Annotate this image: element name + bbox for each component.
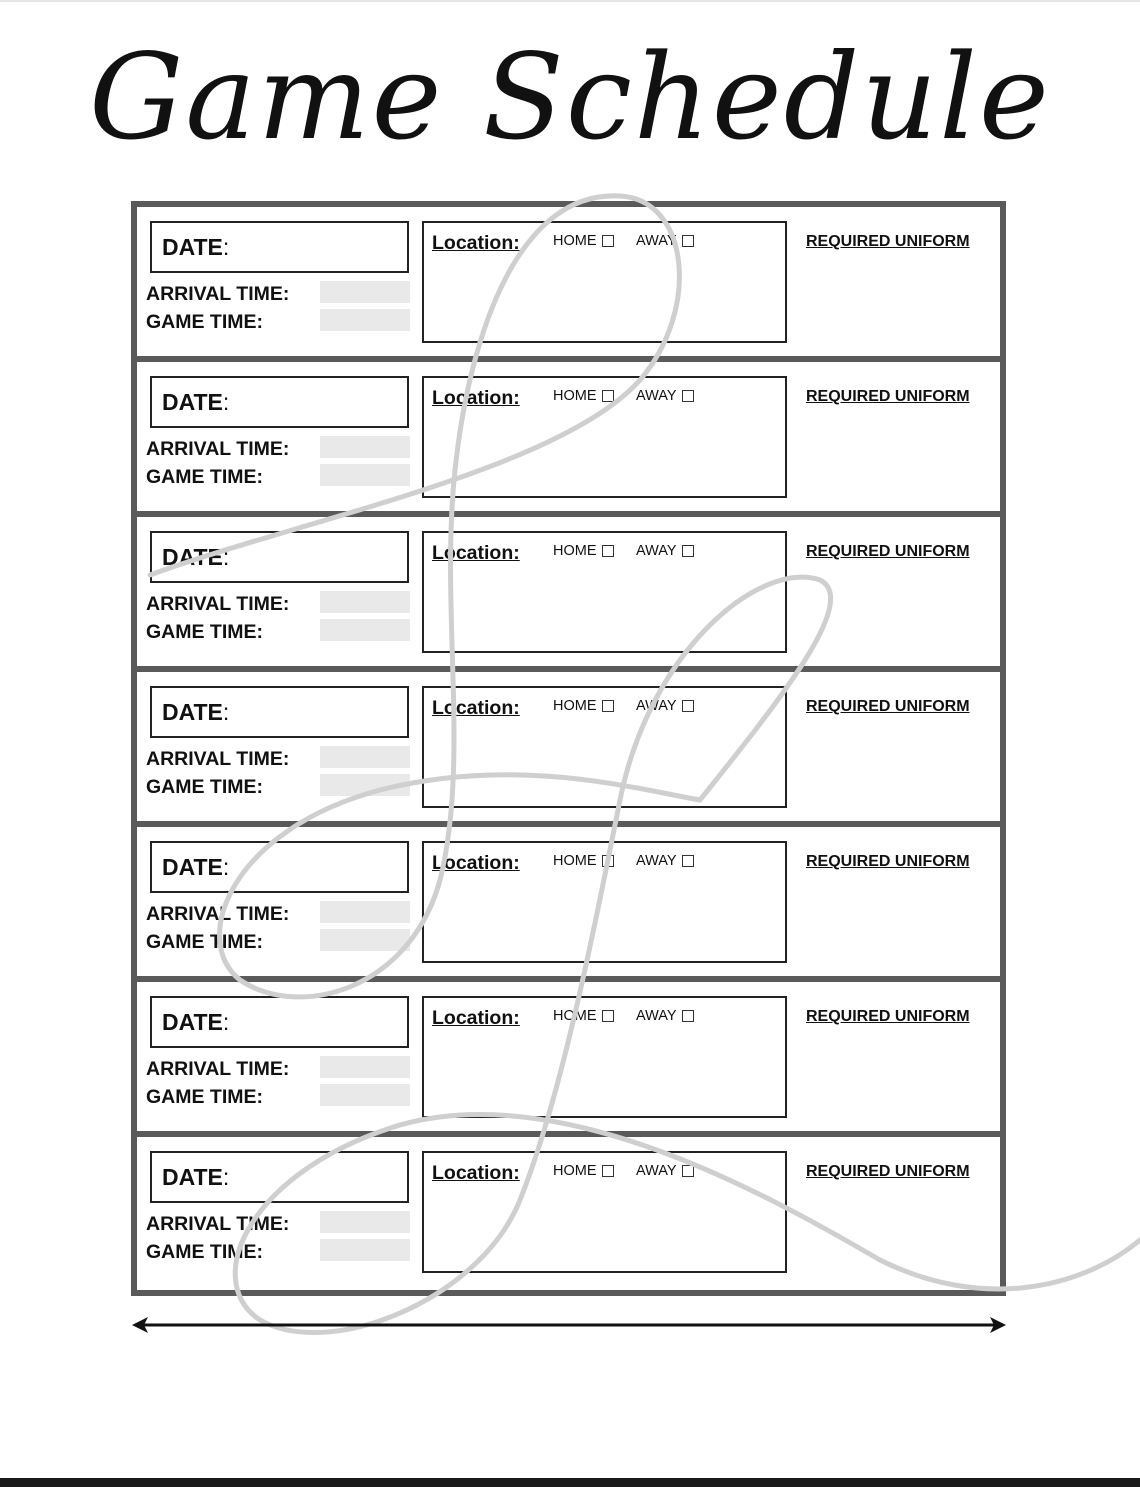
arrival-time-field[interactable] <box>320 281 410 303</box>
arrival-time-field[interactable] <box>320 746 410 768</box>
date-field[interactable] <box>150 1151 409 1203</box>
home-option[interactable] <box>553 1163 614 1179</box>
required-uniform-label: REQUIRED UNIFORM <box>806 1008 970 1025</box>
home-checkbox[interactable] <box>602 700 614 712</box>
away-option[interactable] <box>636 853 694 869</box>
away-checkbox[interactable] <box>682 545 694 557</box>
date-field[interactable] <box>150 531 409 583</box>
arrival-time-label: ARRIVAL TIME: <box>146 1058 290 1080</box>
game-row <box>137 362 1000 511</box>
home-option[interactable] <box>553 1008 614 1024</box>
home-option[interactable] <box>553 233 614 249</box>
arrival-time-field[interactable] <box>320 1056 410 1078</box>
home-checkbox[interactable] <box>602 390 614 402</box>
home-label: HOME <box>553 233 597 249</box>
away-label: AWAY <box>636 543 677 559</box>
game-time-field[interactable] <box>320 619 410 641</box>
date-field[interactable] <box>150 376 409 428</box>
game-row <box>137 1137 1000 1286</box>
top-border-line <box>0 0 1140 2</box>
location-label: Location: <box>432 542 520 564</box>
home-checkbox[interactable] <box>602 235 614 247</box>
home-label: HOME <box>553 1008 597 1024</box>
required-uniform-label: REQUIRED UNIFORM <box>806 853 970 870</box>
away-checkbox[interactable] <box>682 855 694 867</box>
away-label: AWAY <box>636 233 677 249</box>
away-label: AWAY <box>636 698 677 714</box>
home-option[interactable] <box>553 698 614 714</box>
away-label: AWAY <box>636 1163 677 1179</box>
location-label: Location: <box>432 387 520 409</box>
home-option[interactable] <box>553 388 614 404</box>
location-field[interactable] <box>422 996 787 1118</box>
home-label: HOME <box>553 543 597 559</box>
game-time-label: GAME TIME: <box>146 621 263 643</box>
game-row <box>137 672 1000 821</box>
game-time-label: GAME TIME: <box>146 1241 263 1263</box>
arrival-time-field[interactable] <box>320 591 410 613</box>
game-time-label: GAME TIME: <box>146 931 263 953</box>
required-uniform-label: REQUIRED UNIFORM <box>806 543 970 560</box>
away-checkbox[interactable] <box>682 390 694 402</box>
location-field[interactable] <box>422 841 787 963</box>
arrival-time-label: ARRIVAL TIME: <box>146 748 290 770</box>
game-time-label: GAME TIME: <box>146 311 263 333</box>
away-checkbox[interactable] <box>682 1165 694 1177</box>
width-arrow <box>130 1314 1008 1336</box>
arrival-time-label: ARRIVAL TIME: <box>146 593 290 615</box>
required-uniform-label: REQUIRED UNIFORM <box>806 698 970 715</box>
game-row <box>137 982 1000 1131</box>
game-time-label: GAME TIME: <box>146 1086 263 1108</box>
location-label: Location: <box>432 1162 520 1184</box>
date-field[interactable] <box>150 686 409 738</box>
date-field[interactable] <box>150 841 409 893</box>
home-label: HOME <box>553 853 597 869</box>
away-checkbox[interactable] <box>682 700 694 712</box>
home-checkbox[interactable] <box>602 545 614 557</box>
arrival-time-field[interactable] <box>320 901 410 923</box>
away-checkbox[interactable] <box>682 235 694 247</box>
arrival-time-label: ARRIVAL TIME: <box>146 903 290 925</box>
away-option[interactable] <box>636 388 694 404</box>
home-checkbox[interactable] <box>602 1010 614 1022</box>
arrival-time-label: ARRIVAL TIME: <box>146 283 290 305</box>
required-uniform-label: REQUIRED UNIFORM <box>806 388 970 405</box>
location-field[interactable] <box>422 531 787 653</box>
date-label: DATE: <box>162 1009 230 1035</box>
home-label: HOME <box>553 1163 597 1179</box>
away-option[interactable] <box>636 543 694 559</box>
game-time-label: GAME TIME: <box>146 466 263 488</box>
arrival-time-field[interactable] <box>320 1211 410 1233</box>
game-time-field[interactable] <box>320 1084 410 1106</box>
home-option[interactable] <box>553 853 614 869</box>
location-field[interactable] <box>422 1151 787 1273</box>
date-field[interactable] <box>150 996 409 1048</box>
game-time-label: GAME TIME: <box>146 776 263 798</box>
page-title: Game Schedule <box>89 28 1051 166</box>
date-label: DATE: <box>162 234 230 260</box>
date-field[interactable] <box>150 221 409 273</box>
away-label: AWAY <box>636 388 677 404</box>
game-time-field[interactable] <box>320 464 410 486</box>
arrival-time-label: ARRIVAL TIME: <box>146 1213 290 1235</box>
away-label: AWAY <box>636 853 677 869</box>
home-label: HOME <box>553 388 597 404</box>
away-option[interactable] <box>636 1008 694 1024</box>
location-label: Location: <box>432 232 520 254</box>
location-label: Location: <box>432 1007 520 1029</box>
home-option[interactable] <box>553 543 614 559</box>
game-row <box>137 827 1000 976</box>
home-checkbox[interactable] <box>602 1165 614 1177</box>
location-label: Location: <box>432 852 520 874</box>
game-row <box>137 207 1000 356</box>
location-field[interactable] <box>422 221 787 343</box>
home-label: HOME <box>553 698 597 714</box>
arrival-time-field[interactable] <box>320 436 410 458</box>
schedule-table <box>131 201 1006 1296</box>
date-label: DATE: <box>162 854 230 880</box>
away-option[interactable] <box>636 1163 694 1179</box>
date-label: DATE: <box>162 1164 230 1190</box>
game-time-field[interactable] <box>320 1239 410 1261</box>
date-label: DATE: <box>162 389 230 415</box>
location-field[interactable] <box>422 376 787 498</box>
away-option[interactable] <box>636 698 694 714</box>
bottom-bar <box>0 1478 1140 1487</box>
arrival-time-label: ARRIVAL TIME: <box>146 438 290 460</box>
away-checkbox[interactable] <box>682 1010 694 1022</box>
away-option[interactable] <box>636 233 694 249</box>
location-label: Location: <box>432 697 520 719</box>
game-row <box>137 517 1000 666</box>
home-checkbox[interactable] <box>602 855 614 867</box>
date-label: DATE: <box>162 544 230 570</box>
date-label: DATE: <box>162 699 230 725</box>
location-field[interactable] <box>422 686 787 808</box>
game-time-field[interactable] <box>320 929 410 951</box>
away-label: AWAY <box>636 1008 677 1024</box>
required-uniform-label: REQUIRED UNIFORM <box>806 233 970 250</box>
game-time-field[interactable] <box>320 309 410 331</box>
game-time-field[interactable] <box>320 774 410 796</box>
required-uniform-label: REQUIRED UNIFORM <box>806 1163 970 1180</box>
